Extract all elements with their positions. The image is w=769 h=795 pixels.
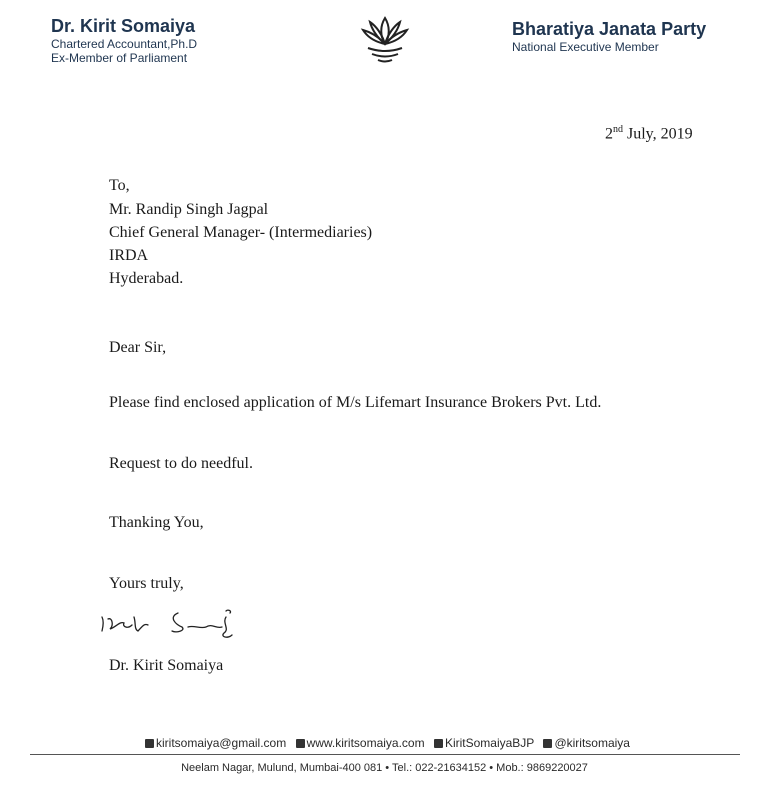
sender-former-role: Ex-Member of Parliament xyxy=(51,51,188,65)
footer-divider xyxy=(30,754,740,755)
footer-facebook: KiritSomaiyaBJP xyxy=(444,736,535,750)
footer-website: www.kiritsomaiya.com xyxy=(306,736,425,750)
letter-date xyxy=(605,124,693,143)
paragraph-application: Please find enclosed application of M/s Lifemart Insurance Brokers Pvt. Ltd. xyxy=(109,394,602,411)
closing-line: Yours truly, xyxy=(109,575,184,592)
website-icon xyxy=(296,739,305,748)
date-suffix: nd xyxy=(613,124,623,135)
letterhead-left xyxy=(51,15,197,65)
party-name: Bharatiya Janata Party xyxy=(512,19,707,39)
date-rest: July, 2019 xyxy=(623,125,693,143)
recipient-name: Mr. Randip Singh Jagpal xyxy=(109,201,269,218)
greeting: Dear Sir, xyxy=(109,339,167,356)
recipient-title: Chief General Manager- (Intermediaries) xyxy=(109,224,373,241)
party-role: National Executive Member xyxy=(512,40,659,54)
signatory-name: Dr. Kirit Somaiya xyxy=(109,657,224,674)
recipient-city: Hyderabad. xyxy=(109,270,184,287)
letterhead-right xyxy=(512,18,706,54)
sender-name: Dr. Kirit Somaiya xyxy=(51,16,196,36)
footer-contacts xyxy=(0,736,769,750)
paragraph-request: Request to do needful. xyxy=(109,455,253,472)
footer-twitter: @kiritsomaiya xyxy=(554,736,630,750)
thanks-line: Thanking You, xyxy=(109,514,204,531)
recipient-org: IRDA xyxy=(109,247,149,264)
signature xyxy=(98,603,258,643)
footer-email: kiritsomaiya@gmail.com xyxy=(156,736,287,750)
footer-address: Neelam Nagar, Mulund, Mumbai-400 081 • Tel.: 022-21634152 • Mob.: 9869220027 xyxy=(181,762,588,774)
email-icon xyxy=(145,739,154,748)
sender-qualification: Chartered Accountant,Ph.D xyxy=(51,37,198,51)
lotus-icon xyxy=(360,12,410,68)
twitter-icon xyxy=(543,739,552,748)
to-line: To, xyxy=(109,177,130,194)
facebook-icon xyxy=(434,739,443,748)
date-day: 2 xyxy=(605,125,613,143)
